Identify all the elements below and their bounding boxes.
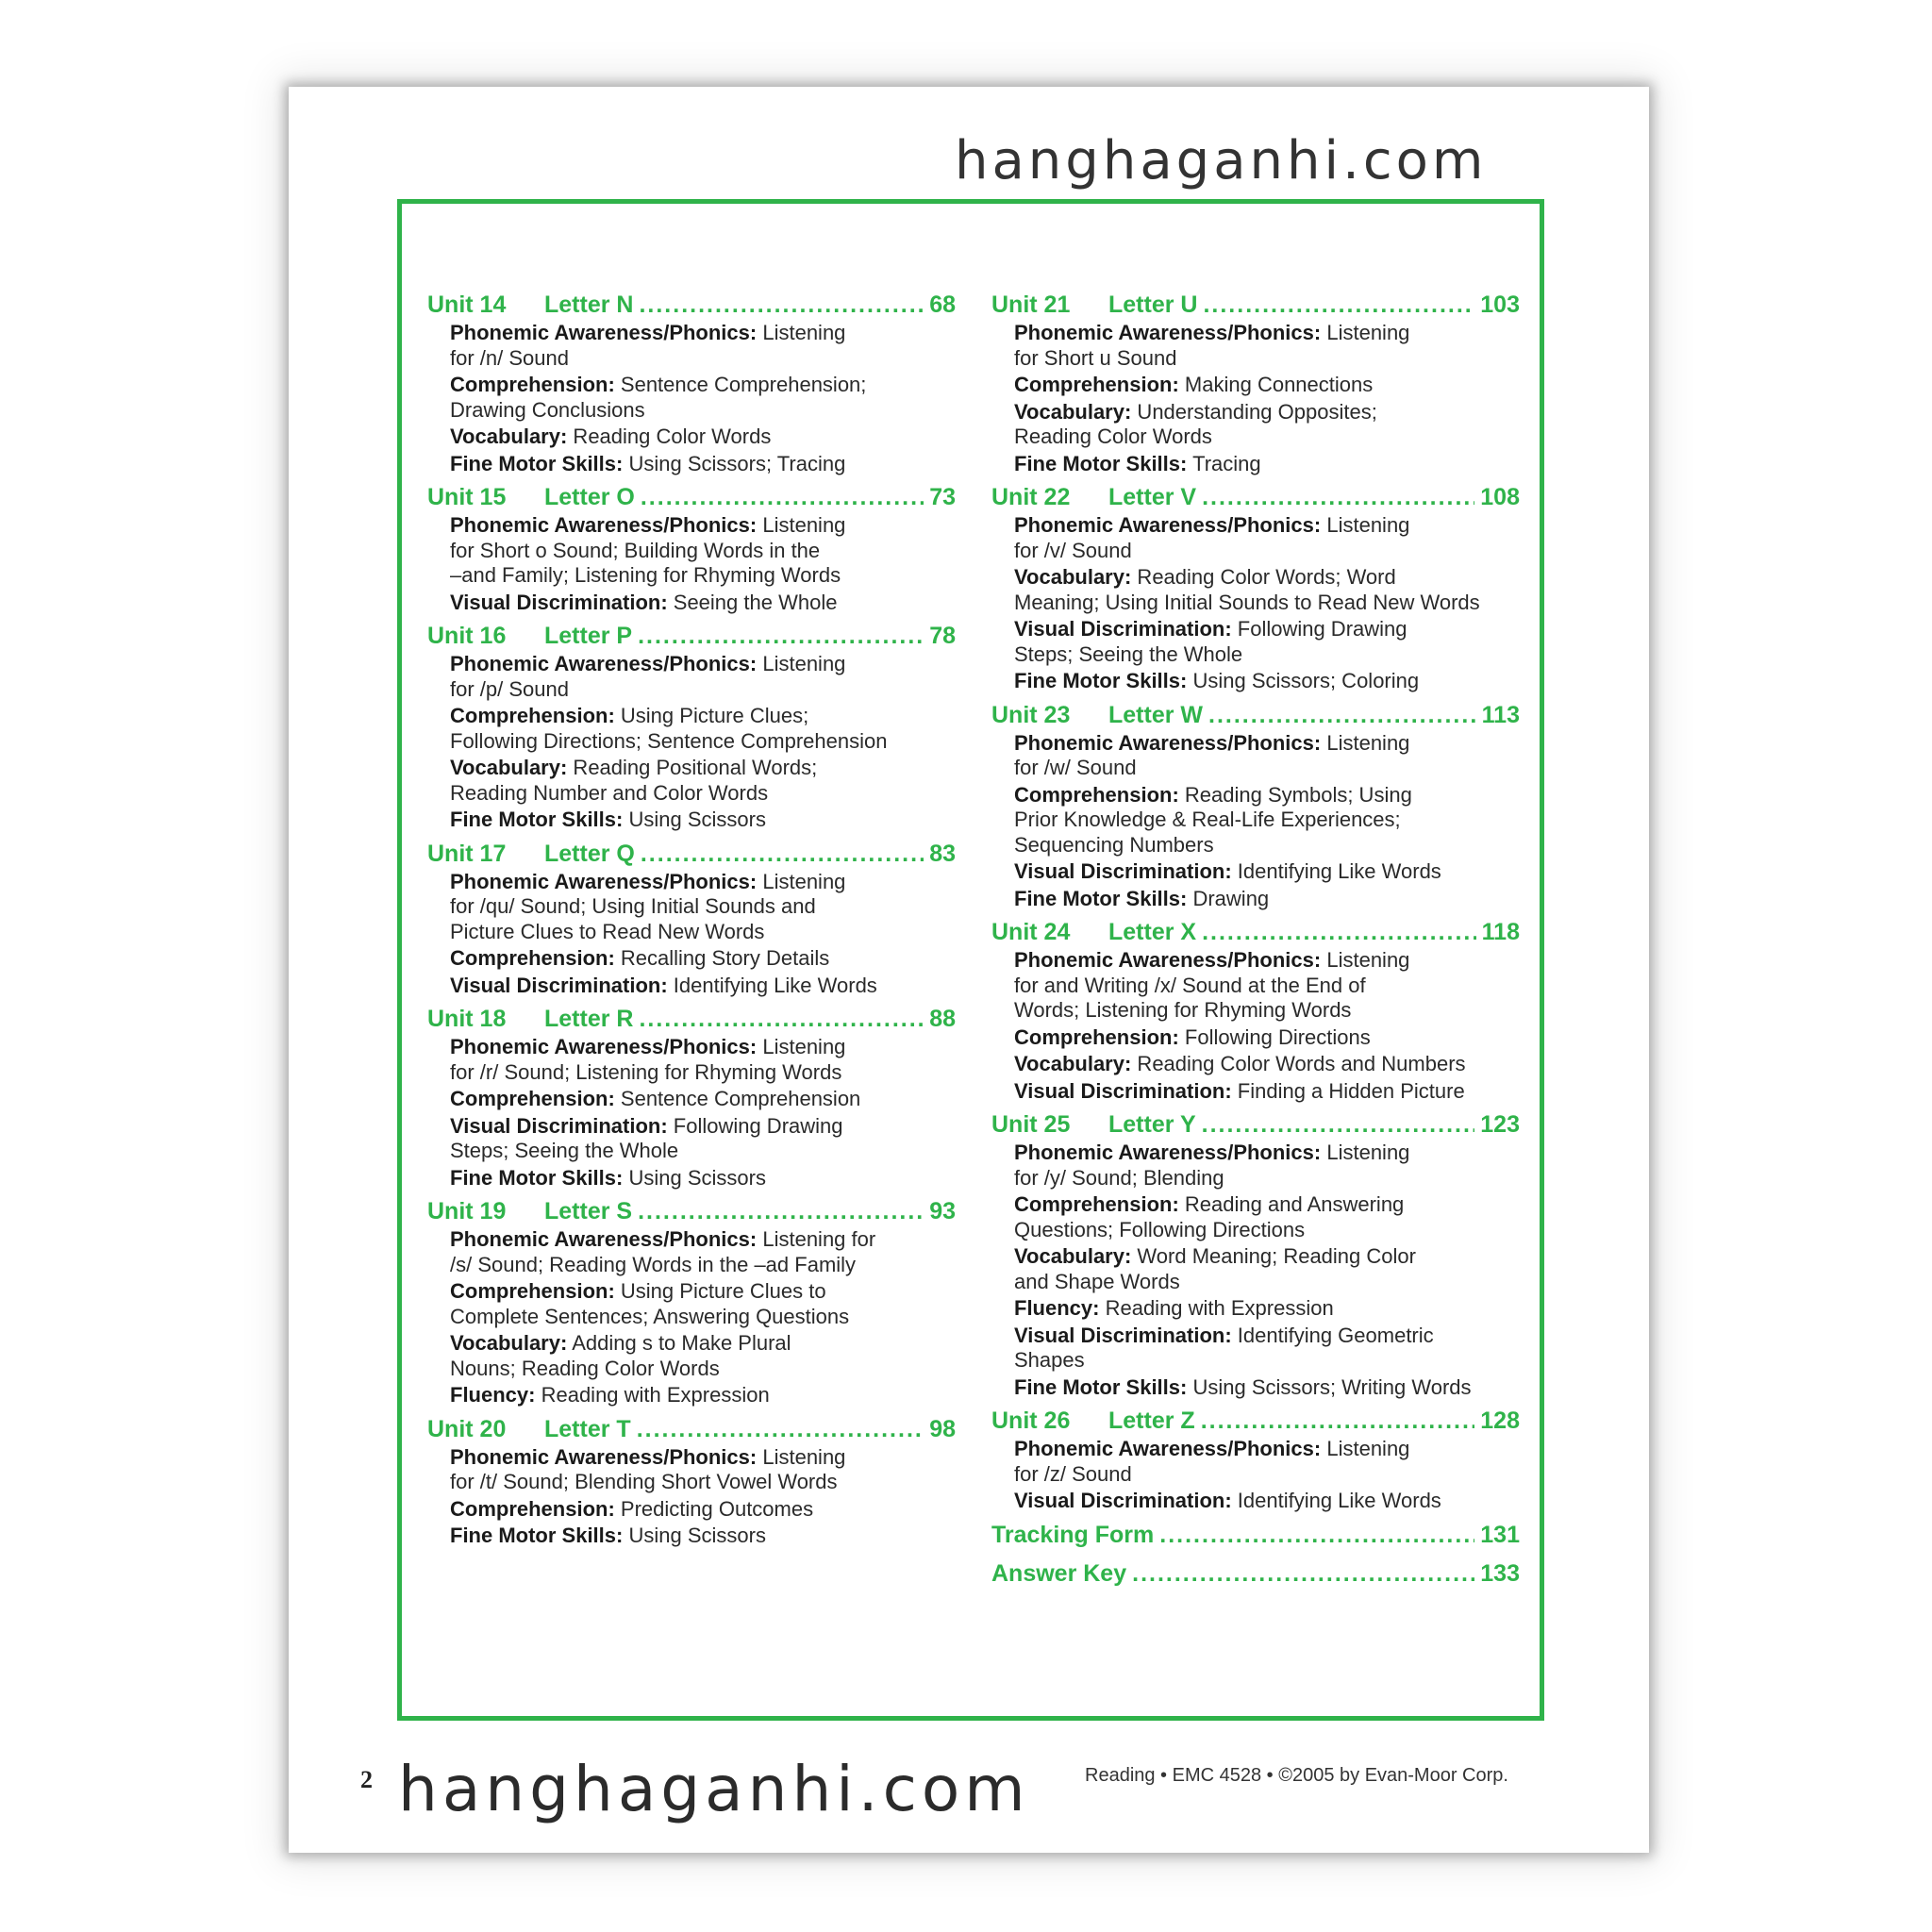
unit-page-number: 123 <box>1480 1111 1520 1138</box>
unit-letter: Letter R <box>544 1006 634 1032</box>
skill-line: Steps; Seeing the Whole <box>1014 641 1243 666</box>
dot-leader <box>641 839 924 870</box>
skill-label: Phonemic Awareness/Phonics: <box>450 1035 758 1058</box>
unit-letter: Letter X <box>1108 919 1197 945</box>
skill-entry <box>991 565 1520 615</box>
skill-line: Fine Motor Skills: Using Scissors <box>450 1165 766 1190</box>
skill-line: Drawing Conclusions <box>450 397 645 422</box>
skill-line: Steps; Seeing the Whole <box>450 1139 679 1162</box>
unit-heading <box>427 839 956 870</box>
skill-entry <box>427 321 956 371</box>
skill-line: for /z/ Sound <box>1014 1461 1132 1486</box>
unit-number: Unit 25 <box>991 1111 1071 1138</box>
skill-label: Comprehension: <box>1014 1024 1179 1049</box>
unit-letter: Letter W <box>1108 701 1203 728</box>
skill-line: for /y/ Sound; Blending <box>1014 1165 1224 1190</box>
skill-line: Fine Motor Skills: Tracing <box>1014 451 1261 475</box>
skill-entry <box>427 1035 956 1085</box>
skill-label: Fine Motor Skills: <box>450 808 624 831</box>
skill-entry <box>427 425 956 450</box>
skill-line: Visual Discrimination: Identifying Like Words <box>1014 859 1441 883</box>
skill-line: Phonemic Awareness/Phonics: Listening <box>1014 948 1410 972</box>
skill-line: Fine Motor Skills: Using Scissors <box>450 1524 766 1547</box>
skill-label: Comprehension: <box>1014 373 1179 396</box>
unit-entry <box>991 482 1520 694</box>
skill-label: Fine Motor Skills: <box>1014 451 1188 475</box>
dot-leader <box>639 1004 924 1035</box>
skill-label: Vocabulary: <box>1014 1052 1132 1075</box>
unit-page-number: 78 <box>929 623 956 649</box>
dot-leader <box>1159 1520 1474 1551</box>
skill-line: Reading Number and Color Words <box>450 780 769 805</box>
skill-label: Visual Discrimination: <box>450 590 668 614</box>
skill-entry <box>991 669 1520 694</box>
skill-label: Phonemic Awareness/Phonics: <box>450 1444 758 1469</box>
unit-heading <box>427 1196 956 1227</box>
unit-number: Unit 15 <box>427 484 507 510</box>
skill-label: Phonemic Awareness/Phonics: <box>1014 1141 1322 1164</box>
skill-line: Fine Motor Skills: Drawing <box>1014 886 1270 910</box>
skill-line: –and Family; Listening for Rhyming Words <box>450 563 841 587</box>
unit-page-number: 88 <box>929 1006 956 1032</box>
skill-line: Shapes <box>1014 1348 1085 1372</box>
unit-entry <box>991 290 1520 476</box>
skill-entry <box>991 321 1520 371</box>
skill-label: Comprehension: <box>450 1279 615 1303</box>
watermark-top: hanghaganhi.com <box>955 130 1488 192</box>
unit-entry <box>427 290 956 476</box>
skill-label: Fine Motor Skills: <box>1014 1374 1188 1399</box>
skill-entry <box>427 1497 956 1523</box>
entry-title: Answer Key <box>991 1559 1127 1587</box>
unit-number: Unit 18 <box>427 1006 507 1032</box>
skill-line: Visual Discrimination: Identifying Geometric <box>1014 1323 1434 1347</box>
skill-entry <box>991 1244 1520 1294</box>
skill-line: Visual Discrimination: Seeing the Whole <box>450 590 838 614</box>
unit-heading <box>991 700 1520 731</box>
skill-label: Vocabulary: <box>1014 399 1132 424</box>
skill-line: Picture Clues to Read New Words <box>450 919 765 943</box>
unit-heading <box>427 290 956 321</box>
skill-line: Meaning; Using Initial Sounds to Read New Words <box>1014 590 1480 614</box>
unit-number: Unit 19 <box>427 1198 507 1224</box>
skill-line: Visual Discrimination: Identifying Like Words <box>1014 1489 1441 1512</box>
unit-entry <box>427 621 956 833</box>
skill-line: Visual Discrimination: Following Drawing <box>1014 617 1407 641</box>
unit-page-number: 83 <box>929 840 956 867</box>
unit-entry <box>427 1414 956 1549</box>
skill-entry <box>991 1141 1520 1191</box>
skill-label: Phonemic Awareness/Phonics: <box>1014 321 1322 344</box>
skill-line: Phonemic Awareness/Phonics: Listening <box>450 1444 846 1469</box>
skill-entry <box>427 1114 956 1164</box>
skill-line: Sequencing Numbers <box>1014 832 1214 857</box>
skill-line: Comprehension: Making Connections <box>1014 373 1374 396</box>
skill-line: for /n/ Sound <box>450 345 569 370</box>
skill-line: for Short o Sound; Building Words in the <box>450 538 821 562</box>
contents-entry <box>991 1520 1520 1551</box>
skill-line: Comprehension: Following Directions <box>1014 1024 1371 1049</box>
contents-right-column <box>991 290 1520 1597</box>
entry-title: Tracking Form <box>991 1521 1155 1548</box>
contents-entry <box>991 1558 1520 1590</box>
skill-line: Phonemic Awareness/Phonics: Listening <box>1014 1141 1410 1164</box>
unit-entry <box>991 700 1520 912</box>
dot-leader <box>1202 917 1476 948</box>
skill-label: Comprehension: <box>1014 782 1179 807</box>
skill-label: Visual Discrimination: <box>450 973 668 997</box>
dot-leader <box>1132 1558 1474 1590</box>
skill-line: Visual Discrimination: Following Drawing <box>450 1113 843 1138</box>
skill-label: Vocabulary: <box>1014 565 1132 589</box>
skill-line: Vocabulary: Understanding Opposites; <box>1014 399 1377 424</box>
unit-number: Unit 17 <box>427 840 507 867</box>
skill-line: Comprehension: Reading Symbols; Using <box>1014 782 1412 807</box>
entry-page-number: 131 <box>1480 1521 1520 1548</box>
dot-leader <box>638 621 924 652</box>
skill-label: Fine Motor Skills: <box>1014 886 1188 910</box>
skill-entry <box>427 974 956 999</box>
skill-entry <box>427 1524 956 1549</box>
skill-line: Vocabulary: Reading Color Words and Numbers <box>1014 1052 1466 1075</box>
skill-entry <box>427 1279 956 1329</box>
skill-line: /s/ Sound; Reading Words in the –ad Family <box>450 1252 857 1276</box>
skill-line: for and Writing /x/ Sound at the End of <box>1014 973 1366 997</box>
unit-number: Unit 23 <box>991 701 1071 728</box>
unit-heading <box>427 1414 956 1445</box>
skill-line: Phonemic Awareness/Phonics: Listening <box>1014 1437 1410 1460</box>
skill-entry <box>991 1025 1520 1051</box>
skill-label: Visual Discrimination: <box>1014 1323 1232 1347</box>
skill-label: Visual Discrimination: <box>1014 1078 1232 1103</box>
unit-number: Unit 21 <box>991 291 1071 318</box>
skill-entry <box>427 1331 956 1381</box>
skill-entry <box>991 948 1520 1024</box>
dot-leader <box>1201 1406 1475 1437</box>
unit-letter: Letter O <box>544 484 635 510</box>
skill-label: Vocabulary: <box>450 1331 568 1355</box>
skill-entry <box>427 756 956 806</box>
skill-label: Fine Motor Skills: <box>450 1165 624 1190</box>
skill-entry <box>427 373 956 423</box>
unit-page-number: 128 <box>1480 1407 1520 1434</box>
skill-entry <box>991 1052 1520 1077</box>
unit-entry <box>991 1109 1520 1400</box>
skill-entry <box>991 1324 1520 1374</box>
skill-line: Comprehension: Sentence Comprehension <box>450 1087 861 1110</box>
skill-label: Phonemic Awareness/Phonics: <box>1014 513 1322 537</box>
skill-entry <box>991 1296 1520 1322</box>
unit-number: Unit 16 <box>427 623 507 649</box>
dot-leader <box>1203 290 1474 321</box>
unit-letter: Letter Q <box>544 840 635 867</box>
skill-label: Phonemic Awareness/Phonics: <box>1014 730 1322 755</box>
skill-entry <box>427 591 956 616</box>
skill-entry <box>427 808 956 833</box>
page-number: 2 <box>360 1766 373 1793</box>
unit-heading <box>427 482 956 513</box>
skill-label: Visual Discrimination: <box>450 1113 668 1138</box>
unit-letter: Letter N <box>544 291 634 318</box>
dot-leader <box>641 482 924 513</box>
skill-label: Phonemic Awareness/Phonics: <box>450 321 758 344</box>
unit-number: Unit 26 <box>991 1407 1071 1434</box>
skill-label: Vocabulary: <box>1014 1244 1132 1268</box>
skill-line: for /qu/ Sound; Using Initial Sounds and <box>450 894 816 918</box>
unit-letter: Letter V <box>1108 484 1197 510</box>
unit-letter: Letter Y <box>1108 1111 1196 1138</box>
skill-entry <box>427 704 956 754</box>
unit-page-number: 68 <box>929 291 956 318</box>
skill-label: Comprehension: <box>450 1087 615 1110</box>
skill-line: Phonemic Awareness/Phonics: Listening <box>450 652 846 675</box>
skill-line: Comprehension: Recalling Story Details <box>450 946 830 970</box>
skill-label: Phonemic Awareness/Phonics: <box>450 652 758 675</box>
skill-line: Comprehension: Sentence Comprehension; <box>450 373 867 396</box>
unit-entry <box>991 917 1520 1104</box>
skill-line: Visual Discrimination: Finding a Hidden Picture <box>1014 1078 1465 1103</box>
skill-line: for /p/ Sound <box>450 676 569 701</box>
skill-label: Fluency: <box>1014 1296 1100 1320</box>
unit-heading <box>991 1109 1520 1141</box>
dot-leader <box>639 290 924 321</box>
skill-line: Nouns; Reading Color Words <box>450 1356 720 1380</box>
skill-line: Phonemic Awareness/Phonics: Listening for <box>450 1227 876 1251</box>
skill-entry <box>427 1445 956 1495</box>
skill-entry <box>427 452 956 477</box>
skill-label: Phonemic Awareness/Phonics: <box>450 513 758 537</box>
skill-label: Visual Discrimination: <box>1014 1489 1232 1512</box>
skill-label: Comprehension: <box>450 946 615 970</box>
unit-page-number: 103 <box>1480 291 1520 318</box>
skill-entry <box>427 1166 956 1191</box>
dot-leader <box>638 1196 924 1227</box>
skill-label: Phonemic Awareness/Phonics: <box>1014 1437 1322 1460</box>
skill-entry <box>991 859 1520 885</box>
skill-entry <box>991 783 1520 858</box>
skill-entry <box>991 1489 1520 1514</box>
skill-entry <box>427 513 956 589</box>
skill-line: Reading Color Words <box>1014 425 1212 448</box>
skill-entry <box>991 513 1520 563</box>
skill-line: Comprehension: Using Picture Clues to <box>450 1279 826 1303</box>
footer-credit: Reading • EMC 4528 • ©2005 by Evan-Moor Corp. <box>1085 1765 1508 1786</box>
dot-leader <box>637 1414 924 1445</box>
unit-page-number: 98 <box>929 1415 956 1442</box>
skill-line: for /r/ Sound; Listening for Rhyming Words <box>450 1059 842 1084</box>
skill-line: Words; Listening for Rhyming Words <box>1014 998 1352 1022</box>
skill-line: Phonemic Awareness/Phonics: Listening <box>1014 321 1410 344</box>
unit-entry <box>427 1196 956 1408</box>
unit-heading <box>991 482 1520 513</box>
skill-label: Fine Motor Skills: <box>1014 669 1188 692</box>
watermark-bottom: hanghaganhi.com <box>398 1753 1030 1825</box>
contents-left-column <box>427 290 956 1555</box>
skill-label: Vocabulary: <box>450 425 568 448</box>
skill-label: Fluency: <box>450 1383 536 1407</box>
skill-line: Fine Motor Skills: Using Scissors; Tracing <box>450 451 846 475</box>
skill-line: Vocabulary: Word Meaning; Reading Color <box>1014 1244 1416 1268</box>
unit-entry <box>427 482 956 615</box>
unit-entry <box>991 1406 1520 1514</box>
unit-letter: Letter P <box>544 623 633 649</box>
unit-letter: Letter T <box>544 1415 631 1442</box>
dot-leader <box>1202 1109 1475 1141</box>
unit-letter: Letter S <box>544 1198 633 1224</box>
skill-entry <box>991 887 1520 912</box>
skill-line: Fluency: Reading with Expression <box>450 1383 770 1407</box>
entry-page-number: 133 <box>1480 1559 1520 1587</box>
skill-entry <box>427 1227 956 1277</box>
skill-line: Fine Motor Skills: Using Scissors; Coloring <box>1014 669 1420 692</box>
skill-line: Comprehension: Predicting Outcomes <box>450 1496 814 1521</box>
unit-page-number: 73 <box>929 484 956 510</box>
skill-line: Questions; Following Directions <box>1014 1217 1306 1241</box>
skill-entry <box>991 373 1520 398</box>
skill-label: Phonemic Awareness/Phonics: <box>1014 948 1322 972</box>
dot-leader <box>1202 482 1474 513</box>
skill-label: Vocabulary: <box>450 756 568 779</box>
skill-entry <box>991 1437 1520 1487</box>
unit-letter: Letter U <box>1108 291 1198 318</box>
skill-label: Fine Motor Skills: <box>450 1524 624 1547</box>
skill-line: Phonemic Awareness/Phonics: Listening <box>1014 513 1410 537</box>
unit-entry <box>427 839 956 999</box>
skill-line: and Shape Words <box>1014 1269 1180 1293</box>
unit-heading <box>991 917 1520 948</box>
skill-line: Fluency: Reading with Expression <box>1014 1296 1334 1320</box>
skill-label: Visual Discrimination: <box>1014 859 1232 883</box>
skill-line: Following Directions; Sentence Comprehension <box>450 728 888 753</box>
skill-line: Prior Knowledge & Real-Life Experiences; <box>1014 808 1401 831</box>
skill-label: Comprehension: <box>450 373 615 396</box>
skill-line: for /v/ Sound <box>1014 538 1132 562</box>
skill-entry <box>991 1079 1520 1105</box>
unit-page-number: 93 <box>929 1198 956 1224</box>
skill-label: Visual Discrimination: <box>1014 617 1232 641</box>
skill-entry <box>991 731 1520 781</box>
skill-label: Phonemic Awareness/Phonics: <box>450 1227 758 1251</box>
skill-line: Comprehension: Using Picture Clues; <box>450 704 809 727</box>
skill-entry <box>427 946 956 972</box>
skill-line: Vocabulary: Reading Color Words; Word <box>1014 565 1396 589</box>
unit-entry <box>427 1004 956 1191</box>
unit-heading <box>427 621 956 652</box>
skill-label: Phonemic Awareness/Phonics: <box>450 869 758 893</box>
skill-line: Phonemic Awareness/Phonics: Listening <box>1014 730 1410 755</box>
unit-letter: Letter Z <box>1108 1407 1195 1434</box>
unit-page-number: 108 <box>1480 484 1520 510</box>
skill-line: Vocabulary: Adding s to Make Plural <box>450 1331 791 1355</box>
skill-line: for Short u Sound <box>1014 345 1177 370</box>
skill-line: Phonemic Awareness/Phonics: Listening <box>450 869 846 893</box>
unit-number: Unit 22 <box>991 484 1071 510</box>
unit-number: Unit 14 <box>427 291 507 318</box>
skill-entry <box>991 452 1520 477</box>
skill-entry <box>427 870 956 945</box>
unit-page-number: 118 <box>1481 919 1520 945</box>
skill-line: Vocabulary: Reading Positional Words; <box>450 756 818 779</box>
skill-line: Phonemic Awareness/Phonics: Listening <box>450 321 846 344</box>
skill-entry <box>427 1383 956 1408</box>
skill-line: Vocabulary: Reading Color Words <box>450 425 772 448</box>
unit-heading <box>427 1004 956 1035</box>
skill-label: Fine Motor Skills: <box>450 451 624 475</box>
skill-entry <box>427 652 956 702</box>
skill-entry <box>991 617 1520 667</box>
dot-leader <box>1208 700 1476 731</box>
unit-page-number: 113 <box>1481 701 1520 728</box>
skill-line: Complete Sentences; Answering Questions <box>450 1304 850 1328</box>
skill-label: Comprehension: <box>450 704 615 727</box>
skill-line: Phonemic Awareness/Phonics: Listening <box>450 513 846 537</box>
skill-line: Fine Motor Skills: Using Scissors <box>450 808 766 831</box>
skill-entry <box>991 1192 1520 1242</box>
unit-number: Unit 20 <box>427 1415 507 1442</box>
skill-line: Comprehension: Reading and Answering <box>1014 1192 1405 1216</box>
skill-label: Comprehension: <box>1014 1192 1179 1216</box>
skill-line: for /t/ Sound; Blending Short Vowel Words <box>450 1470 838 1493</box>
skill-line: Phonemic Awareness/Phonics: Listening <box>450 1035 846 1058</box>
skill-entry <box>991 400 1520 450</box>
unit-heading <box>991 290 1520 321</box>
skill-line: Visual Discrimination: Identifying Like Words <box>450 973 877 997</box>
unit-number: Unit 24 <box>991 919 1071 945</box>
skill-entry <box>991 1375 1520 1401</box>
skill-label: Comprehension: <box>450 1496 615 1521</box>
unit-heading <box>991 1406 1520 1437</box>
skill-entry <box>427 1087 956 1112</box>
skill-line: Fine Motor Skills: Using Scissors; Writing Words <box>1014 1374 1472 1399</box>
skill-line: for /w/ Sound <box>1014 756 1137 779</box>
